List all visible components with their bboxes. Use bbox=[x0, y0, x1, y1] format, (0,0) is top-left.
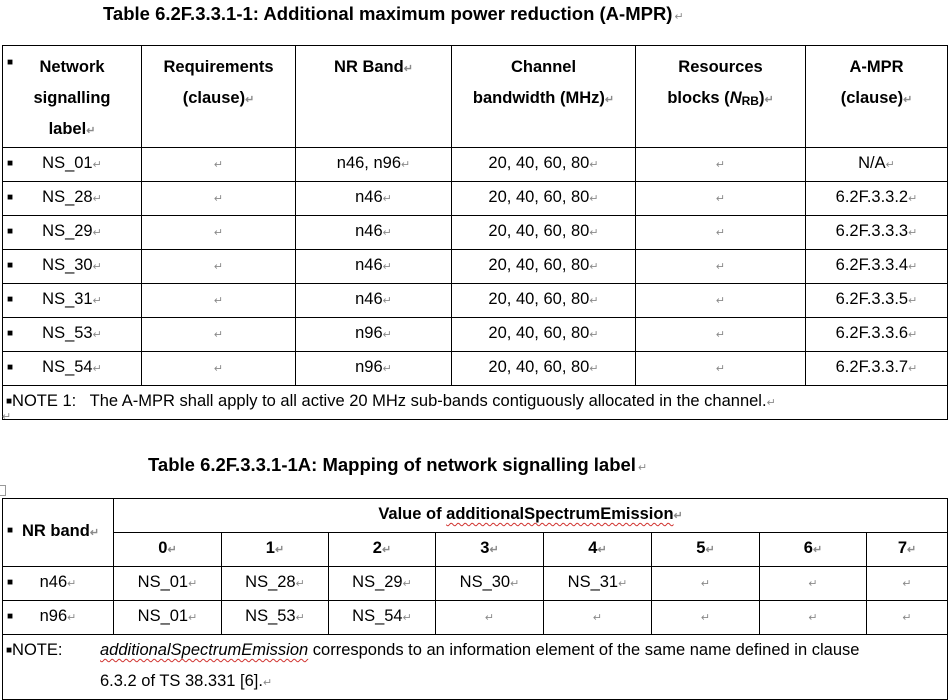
paragraph-mark: ↵ bbox=[700, 612, 711, 624]
header-text: 0 bbox=[158, 539, 168, 557]
cell-text: 20, 40, 60, 80 bbox=[488, 358, 590, 376]
paragraph-mark: ↵ bbox=[589, 329, 599, 341]
paragraph-mark: ↵ bbox=[295, 578, 305, 590]
cell-text: 6.2F.3.3.2 bbox=[835, 188, 909, 206]
cell-requirements bbox=[142, 250, 296, 284]
cell-text: NS_30 bbox=[42, 256, 93, 274]
cell-value bbox=[222, 567, 329, 601]
header-text: NR Band bbox=[334, 58, 404, 76]
paragraph-mark: ↵ bbox=[908, 261, 918, 273]
paragraph-mark: ↵ bbox=[908, 329, 918, 341]
paragraph-mark: ↵ bbox=[262, 677, 273, 689]
paragraph-mark: ↵ bbox=[382, 227, 392, 239]
cell-rb bbox=[636, 284, 806, 318]
paragraph-mark: ↵ bbox=[715, 159, 726, 171]
paragraph-mark: ↵ bbox=[67, 612, 77, 624]
paragraph-mark: ↵ bbox=[89, 527, 100, 539]
paragraph-mark: ↵ bbox=[92, 261, 102, 273]
header-resource-blocks bbox=[636, 46, 806, 148]
cell-text: NS_31 bbox=[42, 290, 93, 308]
paragraph-mark: ↵ bbox=[705, 544, 715, 556]
header-ampr-clause bbox=[806, 46, 948, 148]
paragraph-mark: ↵ bbox=[2, 411, 12, 423]
cell-text: NS_53 bbox=[245, 607, 296, 625]
header-text: 7 bbox=[897, 539, 908, 557]
cell-band bbox=[296, 352, 452, 386]
paragraph-mark: ↵ bbox=[902, 578, 912, 590]
bullet-mark: ■ bbox=[7, 294, 14, 305]
paragraph-mark: ↵ bbox=[382, 363, 392, 375]
cell-ampr bbox=[806, 352, 948, 386]
cell-value bbox=[222, 601, 329, 635]
header-text bbox=[296, 52, 451, 85]
paragraph-mark: ↵ bbox=[715, 295, 726, 307]
paragraph-mark: ↵ bbox=[589, 261, 599, 273]
paragraph-mark: ↵ bbox=[902, 612, 912, 624]
header-value-4 bbox=[544, 533, 652, 567]
header-value-2 bbox=[329, 533, 436, 567]
cell-value bbox=[544, 601, 652, 635]
paragraph-mark: ↵ bbox=[213, 227, 224, 239]
cell-text: 20, 40, 60, 80 bbox=[488, 324, 590, 342]
table1-note bbox=[3, 386, 948, 420]
paragraph-mark: ↵ bbox=[808, 612, 818, 624]
paragraph-mark: ↵ bbox=[213, 295, 224, 307]
bullet-mark: ■ bbox=[7, 57, 14, 68]
cell-label bbox=[3, 318, 142, 352]
header-value-5 bbox=[652, 533, 760, 567]
cell-value bbox=[760, 601, 867, 635]
paragraph-mark: ↵ bbox=[245, 94, 255, 106]
cell-value bbox=[760, 567, 867, 601]
header-channel-bandwidth bbox=[452, 46, 636, 148]
paragraph-mark: ↵ bbox=[589, 227, 599, 239]
cell-text: n46 bbox=[355, 290, 383, 308]
note-text: 6.3.2 of TS 38.331 [6]. bbox=[100, 672, 263, 690]
header-text: A-MPR bbox=[849, 58, 904, 76]
paragraph-mark: ↵ bbox=[92, 363, 102, 375]
bullet-mark: ■ bbox=[7, 260, 14, 271]
paragraph-mark: ↵ bbox=[637, 462, 648, 474]
paragraph-mark: ↵ bbox=[295, 612, 305, 624]
header-text: Requirements bbox=[163, 58, 274, 76]
table1-note-row bbox=[3, 386, 948, 420]
paragraph-mark: ↵ bbox=[489, 544, 499, 556]
cell-text: 6.2F.3.3.7 bbox=[835, 358, 909, 376]
table-row bbox=[3, 352, 948, 386]
header-text: 5 bbox=[696, 539, 706, 557]
cell-text: NS_01 bbox=[137, 573, 189, 591]
paragraph-mark: ↵ bbox=[715, 261, 726, 273]
note-label: NOTE: bbox=[12, 641, 63, 659]
paragraph-mark: ↵ bbox=[188, 612, 198, 624]
paragraph-mark: ↵ bbox=[213, 159, 224, 171]
cell-text: 20, 40, 60, 80 bbox=[488, 154, 590, 172]
paragraph-mark: ↵ bbox=[700, 578, 711, 590]
cell-text: n46 bbox=[39, 573, 68, 591]
paragraph-mark: ↵ bbox=[213, 329, 224, 341]
cell-band bbox=[296, 182, 452, 216]
cell-ampr bbox=[806, 216, 948, 250]
bullet-mark: ■ bbox=[7, 192, 14, 203]
cell-rb bbox=[636, 182, 806, 216]
cell-value bbox=[436, 567, 544, 601]
cell-text: n46 bbox=[355, 256, 383, 274]
paragraph-mark: ↵ bbox=[213, 261, 224, 273]
paragraph-mark: ↵ bbox=[597, 544, 607, 556]
paragraph-mark: ↵ bbox=[604, 94, 615, 106]
paragraph-mark: ↵ bbox=[274, 544, 285, 556]
cell-rb bbox=[636, 148, 806, 182]
cell-band bbox=[3, 601, 114, 635]
table-anchor-marker bbox=[0, 485, 6, 496]
paragraph-mark: ↵ bbox=[715, 193, 726, 205]
cell-band bbox=[296, 216, 452, 250]
header-text: N bbox=[729, 89, 742, 107]
cell-ampr bbox=[806, 250, 948, 284]
paragraph-mark: ↵ bbox=[92, 329, 102, 341]
paragraph-mark: ↵ bbox=[715, 329, 726, 341]
header-text: NR band bbox=[22, 522, 90, 540]
table1-header-row bbox=[3, 46, 948, 148]
table-row bbox=[3, 182, 948, 216]
paragraph-mark: ↵ bbox=[92, 227, 102, 239]
ampr-table bbox=[2, 45, 948, 420]
cell-bandwidth bbox=[452, 216, 636, 250]
header-text bbox=[452, 83, 635, 116]
cell-value bbox=[329, 601, 436, 635]
cell-text: n46, n96 bbox=[336, 154, 401, 172]
header-value-7 bbox=[867, 533, 948, 567]
cell-text: 6.2F.3.3.3 bbox=[835, 222, 909, 240]
paragraph-mark: ↵ bbox=[715, 227, 726, 239]
paragraph-mark: ↵ bbox=[908, 193, 918, 205]
bullet-mark: ■ bbox=[7, 362, 14, 373]
header-value-0 bbox=[114, 533, 222, 567]
table-row bbox=[3, 216, 948, 250]
cell-requirements bbox=[142, 148, 296, 182]
paragraph-mark: ↵ bbox=[92, 193, 102, 205]
cell-text: 20, 40, 60, 80 bbox=[488, 290, 590, 308]
header-text: 4 bbox=[588, 539, 598, 557]
paragraph-mark: ↵ bbox=[908, 295, 918, 307]
header-network-signalling-label bbox=[3, 46, 142, 148]
paragraph-mark: ↵ bbox=[403, 63, 413, 75]
cell-band bbox=[296, 250, 452, 284]
header-term: additionalSpectrumEmission bbox=[446, 505, 674, 523]
header-subscript: RB bbox=[741, 94, 759, 108]
header-nr-band bbox=[3, 499, 114, 567]
cell-rb bbox=[636, 352, 806, 386]
paragraph-mark: ↵ bbox=[589, 363, 599, 375]
cell-text: n46 bbox=[355, 188, 383, 206]
table2-note bbox=[3, 635, 948, 700]
table2-header-row-1 bbox=[3, 499, 948, 533]
header-text bbox=[3, 114, 141, 147]
paragraph-mark: ↵ bbox=[510, 578, 520, 590]
table-row bbox=[3, 284, 948, 318]
cell-bandwidth bbox=[452, 250, 636, 284]
header-text: Channel bbox=[510, 58, 577, 76]
cell-bandwidth bbox=[452, 148, 636, 182]
paragraph-mark: ↵ bbox=[908, 363, 918, 375]
cell-label bbox=[3, 148, 142, 182]
cell-label bbox=[3, 250, 142, 284]
header-text: signalling bbox=[33, 89, 111, 107]
header-text: Value of bbox=[378, 505, 447, 523]
paragraph-mark: ↵ bbox=[589, 193, 599, 205]
cell-label bbox=[3, 352, 142, 386]
cell-bandwidth bbox=[452, 352, 636, 386]
paragraph-mark: ↵ bbox=[484, 612, 495, 624]
cell-text: NS_54 bbox=[352, 607, 403, 625]
paragraph-mark: ↵ bbox=[674, 11, 684, 23]
cell-text: N/A bbox=[858, 154, 886, 172]
paragraph-mark: ↵ bbox=[67, 578, 77, 590]
cell-label bbox=[3, 182, 142, 216]
paragraph-mark: ↵ bbox=[764, 94, 774, 106]
header-value-1 bbox=[222, 533, 329, 567]
cell-value bbox=[114, 601, 222, 635]
bullet-mark: ■ bbox=[6, 396, 13, 407]
cell-band bbox=[296, 148, 452, 182]
table2-header-row-2 bbox=[3, 533, 948, 567]
note-text: corresponds to an information element of the same name defined in clause bbox=[308, 641, 860, 659]
header-text: bandwidth (MHz) bbox=[472, 89, 605, 107]
cell-text: n46 bbox=[355, 222, 383, 240]
mapping-table bbox=[2, 498, 948, 700]
cell-text: NS_29 bbox=[42, 222, 93, 240]
cell-rb bbox=[636, 250, 806, 284]
paragraph-mark: ↵ bbox=[382, 329, 392, 341]
cell-label bbox=[3, 284, 142, 318]
table2-note-row bbox=[3, 635, 948, 700]
bullet-mark: ■ bbox=[7, 577, 14, 588]
cell-value bbox=[329, 567, 436, 601]
cell-rb bbox=[636, 318, 806, 352]
table-row bbox=[3, 567, 948, 601]
note-term: additionalSpectrumEmission bbox=[100, 641, 309, 659]
table1-title bbox=[103, 3, 684, 25]
bullet-mark: ■ bbox=[7, 525, 14, 536]
cell-ampr bbox=[806, 148, 948, 182]
cell-band bbox=[296, 284, 452, 318]
header-text: (clause) bbox=[182, 89, 246, 107]
cell-bandwidth bbox=[452, 284, 636, 318]
paragraph-mark: ↵ bbox=[907, 544, 917, 556]
cell-text: NS_30 bbox=[459, 573, 511, 591]
cell-band bbox=[296, 318, 452, 352]
paragraph-mark: ↵ bbox=[382, 295, 392, 307]
header-nr-band bbox=[296, 46, 452, 148]
paragraph-mark: ↵ bbox=[589, 159, 599, 171]
paragraph-mark: ↵ bbox=[86, 125, 96, 137]
paragraph-mark: ↵ bbox=[381, 544, 392, 556]
header-text bbox=[806, 83, 947, 116]
cell-text: 20, 40, 60, 80 bbox=[488, 256, 590, 274]
paragraph-mark: ↵ bbox=[402, 578, 412, 590]
bullet-mark: ■ bbox=[7, 611, 14, 622]
note-line-1 bbox=[3, 635, 947, 666]
cell-bandwidth bbox=[452, 318, 636, 352]
cell-band bbox=[3, 567, 114, 601]
paragraph-mark: ↵ bbox=[188, 578, 198, 590]
cell-text: 6.2F.3.3.5 bbox=[835, 290, 909, 308]
paragraph-mark: ↵ bbox=[715, 363, 726, 375]
cell-ampr bbox=[806, 284, 948, 318]
cell-value bbox=[544, 567, 652, 601]
cell-label bbox=[3, 216, 142, 250]
header-text: blocks ( bbox=[667, 89, 730, 107]
header-text bbox=[636, 83, 805, 117]
header-text: 6 bbox=[803, 539, 813, 557]
cell-rb bbox=[636, 216, 806, 250]
paragraph-mark: ↵ bbox=[213, 193, 224, 205]
paragraph-mark: ↵ bbox=[402, 612, 412, 624]
table-row bbox=[3, 318, 948, 352]
paragraph-mark: ↵ bbox=[92, 295, 102, 307]
paragraph-mark: ↵ bbox=[903, 94, 913, 106]
cell-text: NS_53 bbox=[42, 324, 93, 342]
cell-value bbox=[652, 567, 760, 601]
table2-title-text: Table 6.2F.3.3.1-1A: Mapping of network signalling label bbox=[148, 454, 636, 475]
cell-value bbox=[652, 601, 760, 635]
header-value-3 bbox=[436, 533, 544, 567]
paragraph-mark: ↵ bbox=[885, 159, 895, 171]
cell-ampr bbox=[806, 182, 948, 216]
header-text: (clause) bbox=[840, 89, 904, 107]
bullet-mark: ■ bbox=[7, 226, 14, 237]
cell-requirements bbox=[142, 352, 296, 386]
cell-value bbox=[867, 567, 948, 601]
header-text: Network bbox=[39, 58, 105, 76]
header-text: 3 bbox=[480, 539, 490, 557]
note-text: NOTE 1: The A-MPR shall apply to all active 20 MHz sub-bands contiguously allocated in the channel. bbox=[12, 392, 767, 410]
cell-text: NS_28 bbox=[42, 188, 93, 206]
paragraph-mark: ↵ bbox=[92, 159, 102, 171]
paragraph-mark: ↵ bbox=[766, 397, 776, 409]
header-value-of-additional-spectrum-emission bbox=[114, 499, 948, 533]
paragraph-mark: ↵ bbox=[382, 261, 392, 273]
header-text bbox=[142, 83, 295, 116]
paragraph-mark: ↵ bbox=[589, 295, 599, 307]
cell-text: NS_54 bbox=[42, 358, 93, 376]
header-text: 2 bbox=[372, 539, 382, 557]
cell-value bbox=[114, 567, 222, 601]
table-row bbox=[3, 148, 948, 182]
header-text: label bbox=[48, 120, 87, 138]
paragraph-mark: ↵ bbox=[401, 159, 411, 171]
paragraph-mark: ↵ bbox=[618, 578, 628, 590]
table1-title-text: Table 6.2F.3.3.1-1: Additional maximum power reduction (A-MPR) bbox=[103, 3, 673, 24]
cell-ampr bbox=[806, 318, 948, 352]
cell-text: 20, 40, 60, 80 bbox=[488, 222, 590, 240]
bullet-mark: ■ bbox=[7, 328, 14, 339]
paragraph-mark: ↵ bbox=[812, 544, 823, 556]
paragraph-mark: ↵ bbox=[673, 510, 683, 522]
cell-bandwidth bbox=[452, 182, 636, 216]
cell-text: 20, 40, 60, 80 bbox=[488, 188, 590, 206]
cell-text: n96 bbox=[355, 358, 383, 376]
note-line-2 bbox=[3, 666, 947, 699]
cell-requirements bbox=[142, 284, 296, 318]
cell-text: NS_01 bbox=[137, 607, 189, 625]
cell-text: NS_29 bbox=[352, 573, 403, 591]
table-row bbox=[3, 601, 948, 635]
bullet-mark: ■ bbox=[7, 158, 14, 169]
header-requirements bbox=[142, 46, 296, 148]
cell-requirements bbox=[142, 182, 296, 216]
cell-value bbox=[436, 601, 544, 635]
table2-title bbox=[148, 454, 647, 476]
paragraph-mark: ↵ bbox=[808, 578, 818, 590]
cell-text: n96 bbox=[39, 607, 68, 625]
paragraph-mark: ↵ bbox=[167, 544, 177, 556]
table-row bbox=[3, 250, 948, 284]
header-value-6 bbox=[760, 533, 867, 567]
cell-text: 6.2F.3.3.6 bbox=[835, 324, 909, 342]
cell-text: NS_31 bbox=[567, 573, 619, 591]
cell-text: n96 bbox=[355, 324, 383, 342]
paragraph-mark: ↵ bbox=[213, 363, 224, 375]
cell-value bbox=[867, 601, 948, 635]
cell-text: 6.2F.3.3.4 bbox=[835, 256, 909, 274]
header-text: Resources bbox=[678, 58, 763, 76]
header-text: ) bbox=[758, 89, 765, 107]
header-text: 1 bbox=[265, 539, 275, 557]
cell-text: NS_01 bbox=[42, 154, 93, 172]
paragraph-mark: ↵ bbox=[908, 227, 918, 239]
paragraph-mark: ↵ bbox=[382, 193, 392, 205]
paragraph-mark: ↵ bbox=[592, 612, 603, 624]
note-body bbox=[100, 635, 859, 666]
cell-requirements bbox=[142, 216, 296, 250]
bullet-mark: ■ bbox=[6, 645, 13, 656]
cell-text: NS_28 bbox=[245, 573, 296, 591]
cell-requirements bbox=[142, 318, 296, 352]
